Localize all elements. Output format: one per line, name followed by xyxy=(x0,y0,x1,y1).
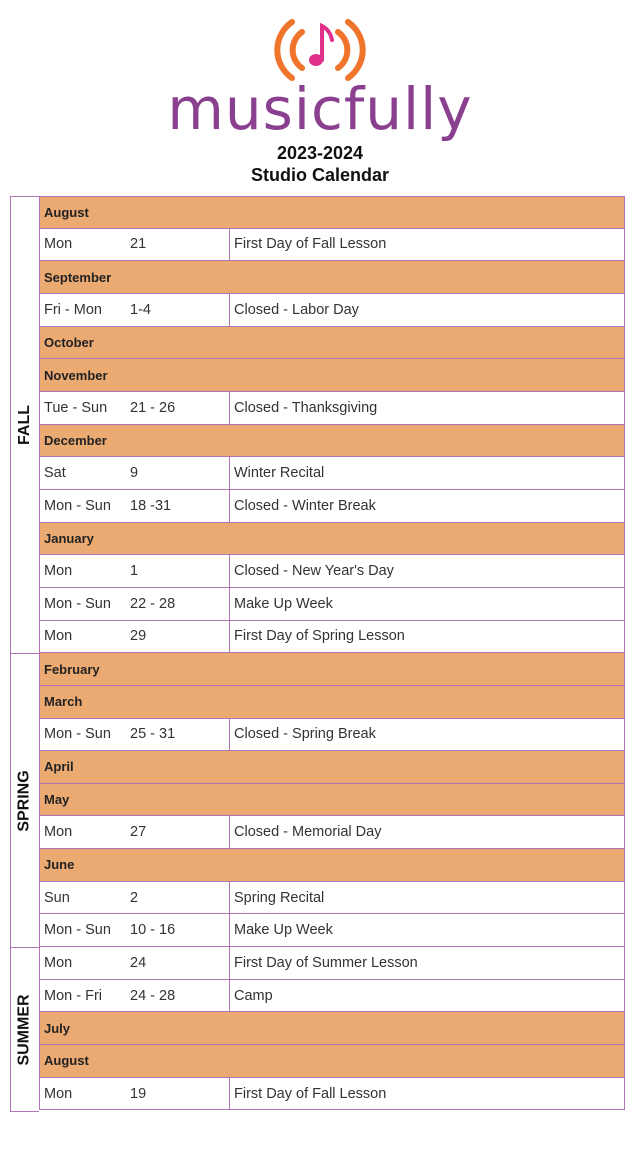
event-row xyxy=(39,490,625,523)
season-text: FALL xyxy=(16,405,33,446)
event-day: Mon xyxy=(44,628,73,645)
event-row xyxy=(39,392,625,425)
event-date: 2 xyxy=(126,882,230,914)
month-header: October xyxy=(39,327,625,360)
event-date: 21 - 26 xyxy=(126,392,230,424)
logo xyxy=(0,12,640,143)
month-header: January xyxy=(39,523,625,556)
season-label-fall xyxy=(10,196,39,654)
month-header: September xyxy=(39,261,625,294)
event-row xyxy=(39,457,625,490)
month-header: February xyxy=(39,653,625,686)
event-day: Mon xyxy=(44,236,73,253)
event-description: Closed - Memorial Day xyxy=(234,824,382,841)
month-header: August xyxy=(39,196,625,229)
season-label-summer xyxy=(10,947,39,1111)
event-description: Camp xyxy=(234,987,273,1004)
event-date: 22 - 28 xyxy=(126,588,230,620)
event-row xyxy=(39,555,625,588)
event-date: 29 xyxy=(126,621,230,653)
event-day: Mon - Sun xyxy=(44,595,111,612)
event-description: First Day of Fall Lesson xyxy=(234,1085,387,1102)
month-header: June xyxy=(39,849,625,882)
event-row xyxy=(39,294,625,327)
event-date: 21 xyxy=(126,229,230,261)
event-row xyxy=(39,947,625,980)
event-day: Tue - Sun xyxy=(44,399,108,416)
event-day: Mon xyxy=(44,824,73,841)
event-day: Mon xyxy=(44,1085,73,1102)
event-row xyxy=(39,816,625,849)
event-row xyxy=(39,719,625,752)
event-day: Mon xyxy=(44,954,73,971)
event-description: Make Up Week xyxy=(234,595,333,612)
month-header: July xyxy=(39,1012,625,1045)
month-header: May xyxy=(39,784,625,817)
event-date: 18 -31 xyxy=(126,490,230,522)
month-header: March xyxy=(39,686,625,719)
event-description: Closed - Thanksgiving xyxy=(234,399,378,416)
month-header: August xyxy=(39,1045,625,1078)
season-label-spring xyxy=(10,653,39,948)
event-description: Closed - Winter Break xyxy=(234,497,376,514)
event-description: Closed - Spring Break xyxy=(234,726,376,743)
brand-wordmark: musicfully xyxy=(167,75,473,143)
event-description: First Day of Spring Lesson xyxy=(234,628,405,645)
event-date: 27 xyxy=(126,816,230,848)
calendar-table xyxy=(39,196,625,1110)
event-row xyxy=(39,980,625,1013)
season-text: SUMMER xyxy=(16,994,34,1066)
event-row xyxy=(39,229,625,262)
event-date: 10 - 16 xyxy=(126,914,230,946)
event-day: Fri - Mon xyxy=(44,301,102,318)
event-description: First Day of Fall Lesson xyxy=(234,236,387,253)
page-title: Studio Calendar xyxy=(250,165,389,185)
month-header: December xyxy=(39,425,625,458)
event-row xyxy=(39,621,625,654)
month-header: April xyxy=(39,751,625,784)
event-day: Sun xyxy=(44,889,70,906)
page-title-year: 2023-2024 xyxy=(276,143,364,163)
event-day: Mon - Fri xyxy=(44,987,102,1004)
season-text: SPRING xyxy=(16,770,33,832)
event-day: Mon - Sun xyxy=(44,922,111,939)
event-description: Winter Recital xyxy=(234,465,325,482)
event-row xyxy=(39,588,625,621)
event-date: 24 - 28 xyxy=(126,980,230,1012)
event-date: 24 xyxy=(126,947,230,979)
event-row xyxy=(39,1078,625,1111)
event-date: 9 xyxy=(126,457,230,489)
event-description: Closed - Labor Day xyxy=(234,301,359,318)
event-description: First Day of Summer Lesson xyxy=(234,954,418,971)
event-description: Make Up Week xyxy=(234,922,333,939)
event-day: Sat xyxy=(44,465,66,482)
event-day: Mon - Sun xyxy=(44,497,111,514)
event-date: 25 - 31 xyxy=(126,719,230,751)
event-row xyxy=(39,914,625,947)
event-date: 19 xyxy=(126,1078,230,1110)
event-date: 1 xyxy=(126,555,230,587)
event-day: Mon - Sun xyxy=(44,726,111,743)
event-description: Spring Recital xyxy=(234,889,325,906)
event-description: Closed - New Year's Day xyxy=(234,563,394,580)
event-date: 1-4 xyxy=(126,294,230,326)
event-day: Mon xyxy=(44,563,73,580)
event-row xyxy=(39,882,625,915)
month-header: November xyxy=(39,359,625,392)
